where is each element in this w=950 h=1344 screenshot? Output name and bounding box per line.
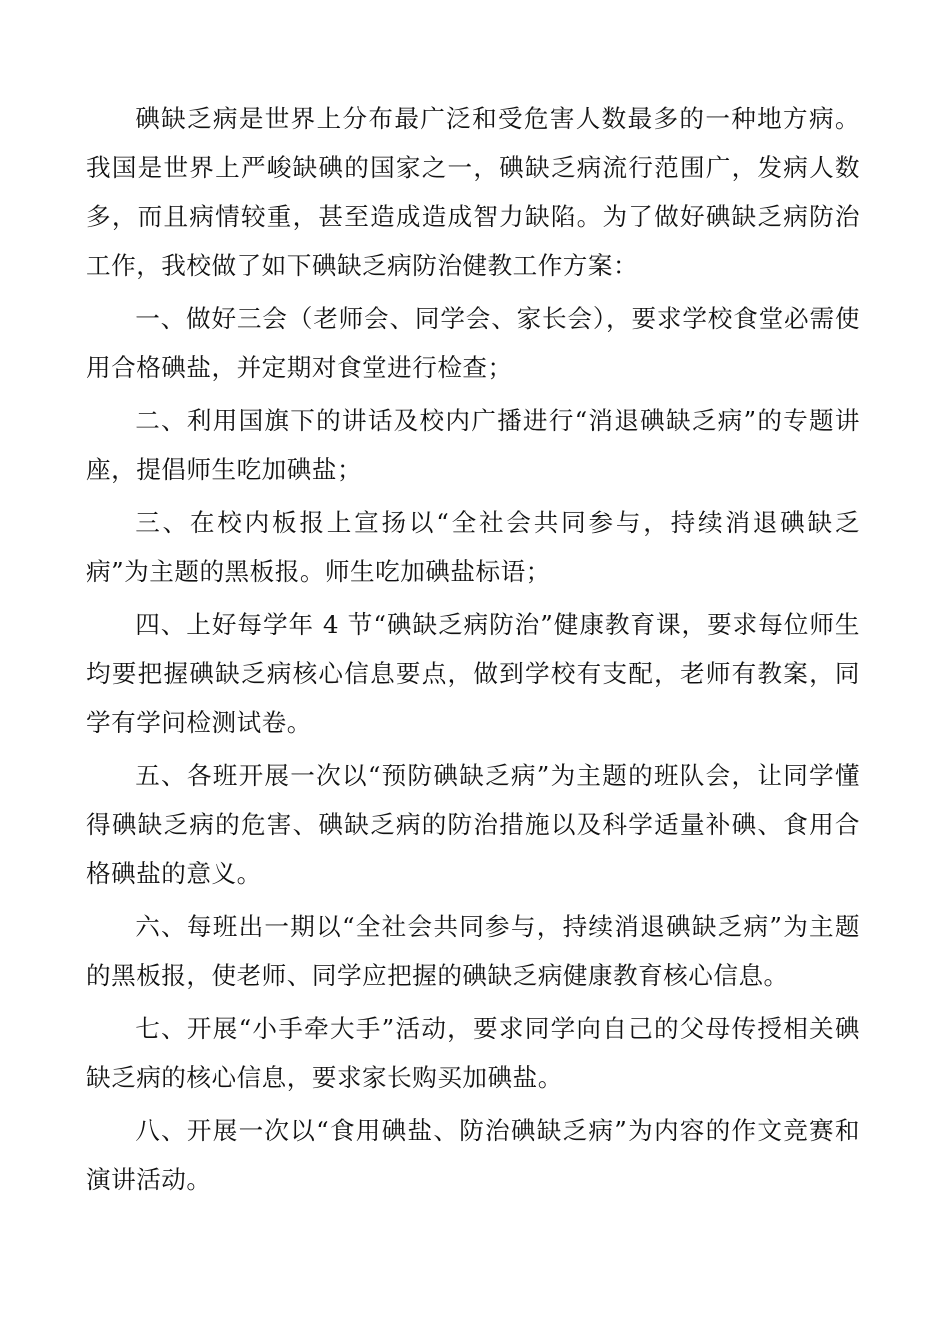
paragraph-item-6: 六、每班出一期以“全社会共同参与，持续消退碘缺乏病”为主题的黑板报，使老师、同学应把握的碘缺乏病健康教育核心信息。	[86, 912, 860, 990]
paragraph-item-3: 三、在校内板报上宣扬以“全社会共同参与，持续消退碘缺乏病”为主题的黑板报。师生吃加碘盐标语；	[86, 508, 860, 586]
paragraph-item-4: 四、上好每学年 4 节“碘缺乏病防治”健康教育课，要求每位师生均要把握碘缺乏病核心信息要点，做到学校有支配，老师有教案，同学有学问检测试卷。	[86, 610, 860, 737]
paragraph-item-1: 一、做好三会（老师会、同学会、家长会），要求学校食堂必需使用合格碘盐，并定期对食堂进行检查；	[86, 304, 860, 382]
paragraph-item-5: 五、各班开展一次以“预防碘缺乏病”为主题的班队会，让同学懂得碘缺乏病的危害、碘缺乏病的防治措施以及科学适量补碘、食用合格碘盐的意义。	[86, 761, 860, 888]
paragraph-intro: 碘缺乏病是世界上分布最广泛和受危害人数最多的一种地方病。我国是世界上严峻缺碘的国家之一，碘缺乏病流行范围广，发病人数多，而且病情较重，甚至造成造成智力缺陷。为了做好碘缺乏病防治工作，我校做了如下碘缺乏病防治健教工作方案：	[86, 104, 860, 280]
paragraph-item-2: 二、利用国旗下的讲话及校内广播进行“消退碘缺乏病”的专题讲座，提倡师生吃加碘盐；	[86, 406, 860, 484]
paragraph-item-7: 七、开展“小手牵大手”活动，要求同学向自己的父母传授相关碘缺乏病的核心信息，要求家长购买加碘盐。	[86, 1014, 860, 1092]
paragraph-item-8: 八、开展一次以“食用碘盐、防治碘缺乏病”为内容的作文竞赛和演讲活动。	[86, 1116, 860, 1194]
document-body	[86, 94, 860, 1204]
